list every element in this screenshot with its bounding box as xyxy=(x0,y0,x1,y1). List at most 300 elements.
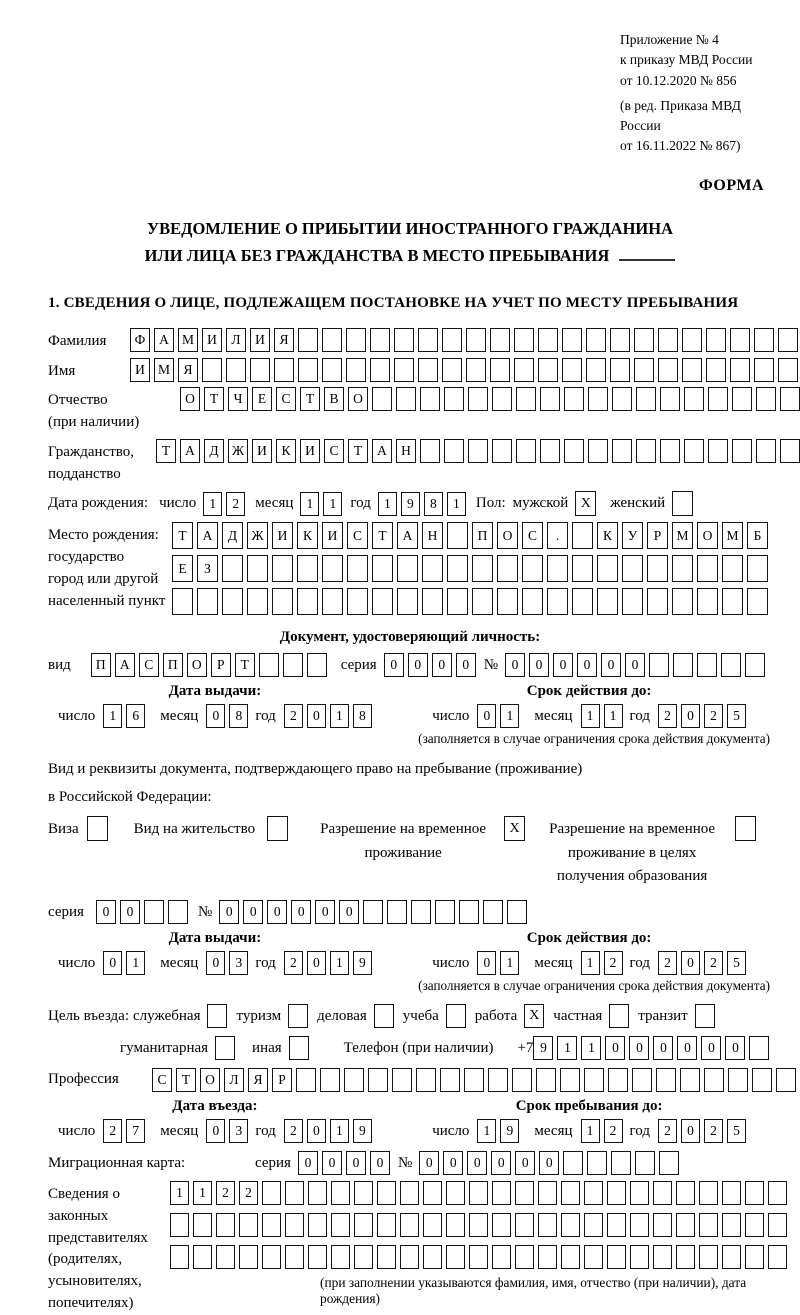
sex-male-checkbox[interactable]: X xyxy=(575,491,596,516)
char-box[interactable]: 1 xyxy=(447,492,466,516)
option-residence-permit[interactable]: Вид на жительство xyxy=(134,815,288,841)
char-box[interactable] xyxy=(564,439,584,463)
char-box[interactable]: 0 xyxy=(307,951,326,975)
char-box[interactable] xyxy=(514,328,534,352)
char-box[interactable] xyxy=(262,1213,281,1237)
char-box[interactable] xyxy=(597,555,618,582)
char-box[interactable] xyxy=(658,358,678,382)
char-box[interactable]: 1 xyxy=(581,704,600,728)
char-box[interactable]: И xyxy=(300,439,320,463)
char-box[interactable] xyxy=(466,358,486,382)
char-box[interactable] xyxy=(732,439,752,463)
char-box[interactable] xyxy=(610,328,630,352)
char-box[interactable] xyxy=(747,588,768,615)
char-box[interactable] xyxy=(612,387,632,411)
char-box[interactable] xyxy=(392,1068,412,1092)
char-box[interactable] xyxy=(538,1213,557,1237)
char-box[interactable]: О xyxy=(348,387,368,411)
char-box[interactable] xyxy=(584,1068,604,1092)
char-box[interactable] xyxy=(512,1068,532,1092)
char-box[interactable] xyxy=(682,358,702,382)
char-box[interactable]: 1 xyxy=(581,1036,601,1060)
char-box[interactable] xyxy=(634,328,654,352)
char-box[interactable]: И xyxy=(322,522,343,549)
char-box[interactable]: Я xyxy=(248,1068,268,1092)
entry-day[interactable] xyxy=(103,1119,145,1143)
char-box[interactable] xyxy=(308,1181,327,1205)
char-box[interactable]: . xyxy=(547,522,568,549)
char-box[interactable] xyxy=(394,358,414,382)
char-box[interactable]: С xyxy=(276,387,296,411)
char-box[interactable] xyxy=(170,1213,189,1237)
char-box[interactable] xyxy=(344,1068,364,1092)
char-box[interactable] xyxy=(515,1213,534,1237)
char-box[interactable] xyxy=(285,1181,304,1205)
char-box[interactable]: 0 xyxy=(206,1119,225,1143)
char-box[interactable]: 2 xyxy=(284,951,303,975)
char-box[interactable] xyxy=(346,358,366,382)
char-box[interactable] xyxy=(239,1213,258,1237)
char-box[interactable] xyxy=(423,1213,442,1237)
char-box[interactable] xyxy=(418,328,438,352)
char-box[interactable] xyxy=(442,328,462,352)
temp-residence-education-checkbox[interactable] xyxy=(735,816,756,841)
char-box[interactable]: Я xyxy=(178,358,198,382)
char-box[interactable]: 0 xyxy=(267,900,287,924)
char-box[interactable]: 2 xyxy=(226,492,245,516)
char-box[interactable] xyxy=(377,1181,396,1205)
char-box[interactable]: 0 xyxy=(370,1151,390,1175)
char-box[interactable]: 2 xyxy=(239,1181,258,1205)
char-box[interactable]: Е xyxy=(172,555,193,582)
option-temp-residence-education[interactable]: Разрешение на временное проживание в целях получения образования xyxy=(541,815,756,888)
char-box[interactable] xyxy=(202,358,222,382)
char-box[interactable]: А xyxy=(115,653,135,677)
char-box[interactable]: 2 xyxy=(658,951,677,975)
char-box[interactable] xyxy=(320,1068,340,1092)
char-box[interactable]: 0 xyxy=(322,1151,342,1175)
char-box[interactable]: 0 xyxy=(477,951,496,975)
char-box[interactable] xyxy=(647,588,668,615)
char-box[interactable] xyxy=(247,555,268,582)
char-box[interactable]: 7 xyxy=(126,1119,145,1143)
char-box[interactable]: 2 xyxy=(704,1119,723,1143)
char-box[interactable]: 2 xyxy=(658,704,677,728)
char-box[interactable] xyxy=(446,1181,465,1205)
char-box[interactable]: О xyxy=(497,522,518,549)
char-box[interactable]: 0 xyxy=(629,1036,649,1060)
birth-year-boxes[interactable] xyxy=(378,492,466,516)
migration-series-boxes[interactable] xyxy=(298,1151,390,1175)
char-box[interactable]: И xyxy=(202,328,222,352)
char-box[interactable]: 0 xyxy=(577,653,597,677)
char-box[interactable] xyxy=(422,588,443,615)
char-box[interactable] xyxy=(547,555,568,582)
char-box[interactable]: П xyxy=(91,653,111,677)
char-box[interactable] xyxy=(708,387,728,411)
char-box[interactable] xyxy=(562,328,582,352)
char-box[interactable] xyxy=(308,1213,327,1237)
char-box[interactable]: Т xyxy=(156,439,176,463)
char-box[interactable] xyxy=(331,1213,350,1237)
char-box[interactable]: 0 xyxy=(529,653,549,677)
char-box[interactable] xyxy=(492,1245,511,1269)
char-box[interactable] xyxy=(420,387,440,411)
phone-boxes[interactable] xyxy=(533,1036,769,1060)
stay-day[interactable] xyxy=(477,1119,519,1143)
char-box[interactable]: 0 xyxy=(456,653,476,677)
surname-boxes[interactable] xyxy=(130,328,798,352)
char-box[interactable]: 2 xyxy=(658,1119,677,1143)
representatives-row3[interactable] xyxy=(170,1245,787,1269)
char-box[interactable]: 0 xyxy=(206,704,225,728)
char-box[interactable] xyxy=(222,555,243,582)
char-box[interactable]: 8 xyxy=(424,492,443,516)
char-box[interactable]: 0 xyxy=(243,900,263,924)
char-box[interactable]: 1 xyxy=(170,1181,189,1205)
char-box[interactable]: Н xyxy=(396,439,416,463)
char-box[interactable] xyxy=(708,439,728,463)
visa-checkbox[interactable] xyxy=(87,816,108,841)
char-box[interactable]: С xyxy=(347,522,368,549)
char-box[interactable] xyxy=(492,387,512,411)
char-box[interactable]: 0 xyxy=(681,704,700,728)
char-box[interactable]: 0 xyxy=(384,653,404,677)
char-box[interactable]: В xyxy=(324,387,344,411)
char-box[interactable]: 2 xyxy=(704,951,723,975)
char-box[interactable]: 0 xyxy=(96,900,116,924)
char-box[interactable] xyxy=(444,387,464,411)
temp-residence-checkbox[interactable]: X xyxy=(504,816,525,841)
purpose-business-checkbox[interactable] xyxy=(374,1004,394,1028)
char-box[interactable]: С xyxy=(139,653,159,677)
char-box[interactable]: Б xyxy=(747,522,768,549)
char-box[interactable] xyxy=(322,328,342,352)
char-box[interactable]: А xyxy=(397,522,418,549)
char-box[interactable]: 0 xyxy=(307,704,326,728)
char-box[interactable]: 0 xyxy=(605,1036,625,1060)
char-box[interactable] xyxy=(572,522,593,549)
char-box[interactable] xyxy=(778,328,798,352)
char-box[interactable]: 0 xyxy=(120,900,140,924)
char-box[interactable] xyxy=(492,439,512,463)
char-box[interactable] xyxy=(488,1068,508,1092)
char-box[interactable]: 5 xyxy=(727,1119,746,1143)
char-box[interactable] xyxy=(297,555,318,582)
char-box[interactable] xyxy=(697,555,718,582)
char-box[interactable] xyxy=(285,1213,304,1237)
char-box[interactable] xyxy=(497,588,518,615)
char-box[interactable]: И xyxy=(252,439,272,463)
char-box[interactable] xyxy=(672,588,693,615)
char-box[interactable]: 0 xyxy=(206,951,225,975)
char-box[interactable] xyxy=(586,358,606,382)
char-box[interactable] xyxy=(514,358,534,382)
char-box[interactable] xyxy=(547,588,568,615)
char-box[interactable] xyxy=(459,900,479,924)
char-box[interactable] xyxy=(347,588,368,615)
char-box[interactable] xyxy=(400,1181,419,1205)
char-box[interactable] xyxy=(239,1245,258,1269)
char-box[interactable]: 2 xyxy=(284,704,303,728)
char-box[interactable]: 3 xyxy=(229,951,248,975)
char-box[interactable] xyxy=(469,1181,488,1205)
char-box[interactable] xyxy=(653,1213,672,1237)
char-box[interactable] xyxy=(298,328,318,352)
stay-year[interactable] xyxy=(658,1119,746,1143)
char-box[interactable] xyxy=(331,1181,350,1205)
char-box[interactable] xyxy=(672,555,693,582)
char-box[interactable]: Е xyxy=(252,387,272,411)
char-box[interactable] xyxy=(322,555,343,582)
char-box[interactable] xyxy=(722,1213,741,1237)
char-box[interactable] xyxy=(538,1245,557,1269)
char-box[interactable] xyxy=(354,1181,373,1205)
char-box[interactable] xyxy=(538,328,558,352)
char-box[interactable] xyxy=(285,1245,304,1269)
char-box[interactable] xyxy=(730,358,750,382)
char-box[interactable] xyxy=(168,900,188,924)
migration-number-boxes[interactable] xyxy=(419,1151,679,1175)
char-box[interactable] xyxy=(372,555,393,582)
purpose-other-checkbox[interactable] xyxy=(289,1036,309,1060)
birth-month-boxes[interactable] xyxy=(300,492,342,516)
char-box[interactable]: 0 xyxy=(725,1036,745,1060)
purpose-transit-checkbox[interactable] xyxy=(695,1004,715,1028)
char-box[interactable] xyxy=(400,1245,419,1269)
char-box[interactable] xyxy=(259,653,279,677)
char-box[interactable]: 9 xyxy=(500,1119,519,1143)
char-box[interactable]: 0 xyxy=(307,1119,326,1143)
char-box[interactable] xyxy=(749,1036,769,1060)
residence-valid-month[interactable] xyxy=(581,951,623,975)
char-box[interactable] xyxy=(572,588,593,615)
entry-year[interactable] xyxy=(284,1119,372,1143)
char-box[interactable] xyxy=(745,1213,764,1237)
char-box[interactable] xyxy=(745,653,765,677)
char-box[interactable] xyxy=(706,328,726,352)
sex-female-checkbox[interactable] xyxy=(672,491,693,516)
doc-series-boxes[interactable] xyxy=(384,653,476,677)
char-box[interactable] xyxy=(464,1068,484,1092)
char-box[interactable] xyxy=(745,1181,764,1205)
char-box[interactable] xyxy=(416,1068,436,1092)
char-box[interactable] xyxy=(372,387,392,411)
char-box[interactable]: С xyxy=(152,1068,172,1092)
char-box[interactable] xyxy=(706,358,726,382)
residence-issue-day[interactable] xyxy=(103,951,145,975)
char-box[interactable] xyxy=(394,328,414,352)
char-box[interactable] xyxy=(515,1245,534,1269)
char-box[interactable]: 0 xyxy=(339,900,359,924)
char-box[interactable] xyxy=(563,1151,583,1175)
char-box[interactable] xyxy=(377,1245,396,1269)
char-box[interactable] xyxy=(676,1213,695,1237)
char-box[interactable] xyxy=(222,588,243,615)
doc-kind-boxes[interactable] xyxy=(91,653,327,677)
char-box[interactable]: 1 xyxy=(500,704,519,728)
char-box[interactable] xyxy=(676,1245,695,1269)
char-box[interactable]: 0 xyxy=(419,1151,439,1175)
char-box[interactable] xyxy=(368,1068,388,1092)
char-box[interactable] xyxy=(768,1181,787,1205)
char-box[interactable]: 1 xyxy=(378,492,397,516)
char-box[interactable] xyxy=(490,358,510,382)
char-box[interactable] xyxy=(538,358,558,382)
char-box[interactable] xyxy=(468,439,488,463)
char-box[interactable]: 0 xyxy=(681,1119,700,1143)
char-box[interactable] xyxy=(272,555,293,582)
char-box[interactable] xyxy=(144,900,164,924)
char-box[interactable] xyxy=(630,1181,649,1205)
char-box[interactable]: И xyxy=(130,358,150,382)
char-box[interactable]: 0 xyxy=(491,1151,511,1175)
char-box[interactable] xyxy=(216,1213,235,1237)
char-box[interactable]: И xyxy=(272,522,293,549)
char-box[interactable]: 2 xyxy=(704,704,723,728)
char-box[interactable]: 9 xyxy=(401,492,420,516)
char-box[interactable]: 8 xyxy=(229,704,248,728)
char-box[interactable]: Ж xyxy=(247,522,268,549)
char-box[interactable] xyxy=(660,387,680,411)
residence-issue-month[interactable] xyxy=(206,951,248,975)
char-box[interactable] xyxy=(622,555,643,582)
char-box[interactable] xyxy=(354,1213,373,1237)
char-box[interactable] xyxy=(588,439,608,463)
char-box[interactable]: М xyxy=(672,522,693,549)
char-box[interactable] xyxy=(472,588,493,615)
char-box[interactable]: 0 xyxy=(315,900,335,924)
char-box[interactable]: Р xyxy=(272,1068,292,1092)
char-box[interactable] xyxy=(636,439,656,463)
char-box[interactable] xyxy=(697,588,718,615)
char-box[interactable]: П xyxy=(163,653,183,677)
char-box[interactable]: 0 xyxy=(601,653,621,677)
char-box[interactable]: 0 xyxy=(408,653,428,677)
char-box[interactable]: 1 xyxy=(477,1119,496,1143)
char-box[interactable] xyxy=(420,439,440,463)
char-box[interactable]: С xyxy=(324,439,344,463)
char-box[interactable] xyxy=(704,1068,724,1092)
char-box[interactable]: 0 xyxy=(432,653,452,677)
char-box[interactable]: 0 xyxy=(467,1151,487,1175)
char-box[interactable] xyxy=(756,387,776,411)
char-box[interactable]: 1 xyxy=(203,492,222,516)
char-box[interactable]: Я xyxy=(274,328,294,352)
char-box[interactable] xyxy=(440,1068,460,1092)
char-box[interactable] xyxy=(307,653,327,677)
char-box[interactable]: 2 xyxy=(284,1119,303,1143)
char-box[interactable] xyxy=(564,387,584,411)
char-box[interactable] xyxy=(446,1245,465,1269)
char-box[interactable]: 1 xyxy=(323,492,342,516)
stay-month[interactable] xyxy=(581,1119,623,1143)
char-box[interactable] xyxy=(722,1181,741,1205)
char-box[interactable]: М xyxy=(154,358,174,382)
char-box[interactable] xyxy=(584,1213,603,1237)
char-box[interactable] xyxy=(308,1245,327,1269)
patronymic-boxes[interactable] xyxy=(180,387,800,411)
char-box[interactable]: А xyxy=(197,522,218,549)
char-box[interactable]: 0 xyxy=(553,653,573,677)
char-box[interactable] xyxy=(636,387,656,411)
char-box[interactable]: Т xyxy=(235,653,255,677)
char-box[interactable]: 2 xyxy=(103,1119,122,1143)
char-box[interactable] xyxy=(607,1181,626,1205)
char-box[interactable] xyxy=(562,358,582,382)
char-box[interactable] xyxy=(262,1245,281,1269)
char-box[interactable]: 1 xyxy=(193,1181,212,1205)
residence-issue-year[interactable] xyxy=(284,951,372,975)
purpose-official-checkbox[interactable] xyxy=(207,1004,227,1028)
char-box[interactable] xyxy=(522,555,543,582)
char-box[interactable] xyxy=(447,588,468,615)
char-box[interactable] xyxy=(397,555,418,582)
char-box[interactable] xyxy=(472,555,493,582)
char-box[interactable] xyxy=(584,1245,603,1269)
char-box[interactable] xyxy=(611,1151,631,1175)
char-box[interactable] xyxy=(298,358,318,382)
char-box[interactable]: 0 xyxy=(681,951,700,975)
char-box[interactable] xyxy=(372,588,393,615)
char-box[interactable] xyxy=(442,358,462,382)
char-box[interactable]: 0 xyxy=(539,1151,559,1175)
char-box[interactable] xyxy=(754,358,774,382)
profession-boxes[interactable] xyxy=(152,1068,796,1092)
char-box[interactable] xyxy=(745,1245,764,1269)
char-box[interactable] xyxy=(780,439,800,463)
char-box[interactable] xyxy=(780,387,800,411)
char-box[interactable]: 1 xyxy=(557,1036,577,1060)
char-box[interactable] xyxy=(283,653,303,677)
char-box[interactable] xyxy=(423,1181,442,1205)
char-box[interactable] xyxy=(363,900,383,924)
doc-issue-month[interactable] xyxy=(206,704,248,728)
char-box[interactable]: Т xyxy=(204,387,224,411)
char-box[interactable] xyxy=(396,387,416,411)
residence-number-boxes[interactable] xyxy=(219,900,527,924)
char-box[interactable] xyxy=(722,1245,741,1269)
char-box[interactable] xyxy=(296,1068,316,1092)
char-box[interactable]: 0 xyxy=(477,704,496,728)
char-box[interactable] xyxy=(699,1245,718,1269)
char-box[interactable] xyxy=(193,1213,212,1237)
char-box[interactable]: У xyxy=(622,522,643,549)
char-box[interactable]: Ж xyxy=(228,439,248,463)
char-box[interactable] xyxy=(722,588,743,615)
char-box[interactable] xyxy=(754,328,774,352)
doc-valid-month[interactable] xyxy=(581,704,623,728)
char-box[interactable]: 1 xyxy=(126,951,145,975)
doc-number-boxes[interactable] xyxy=(505,653,765,677)
char-box[interactable] xyxy=(507,900,527,924)
doc-valid-year[interactable] xyxy=(658,704,746,728)
char-box[interactable] xyxy=(697,653,717,677)
char-box[interactable] xyxy=(722,555,743,582)
char-box[interactable]: 1 xyxy=(330,704,349,728)
char-box[interactable]: 3 xyxy=(229,1119,248,1143)
char-box[interactable]: 0 xyxy=(515,1151,535,1175)
doc-issue-day[interactable] xyxy=(103,704,145,728)
char-box[interactable]: А xyxy=(180,439,200,463)
char-box[interactable] xyxy=(721,653,741,677)
char-box[interactable]: О xyxy=(697,522,718,549)
char-box[interactable]: С xyxy=(522,522,543,549)
char-box[interactable] xyxy=(347,555,368,582)
birth-place-row1[interactable] xyxy=(172,522,768,549)
char-box[interactable] xyxy=(468,387,488,411)
char-box[interactable]: О xyxy=(180,387,200,411)
